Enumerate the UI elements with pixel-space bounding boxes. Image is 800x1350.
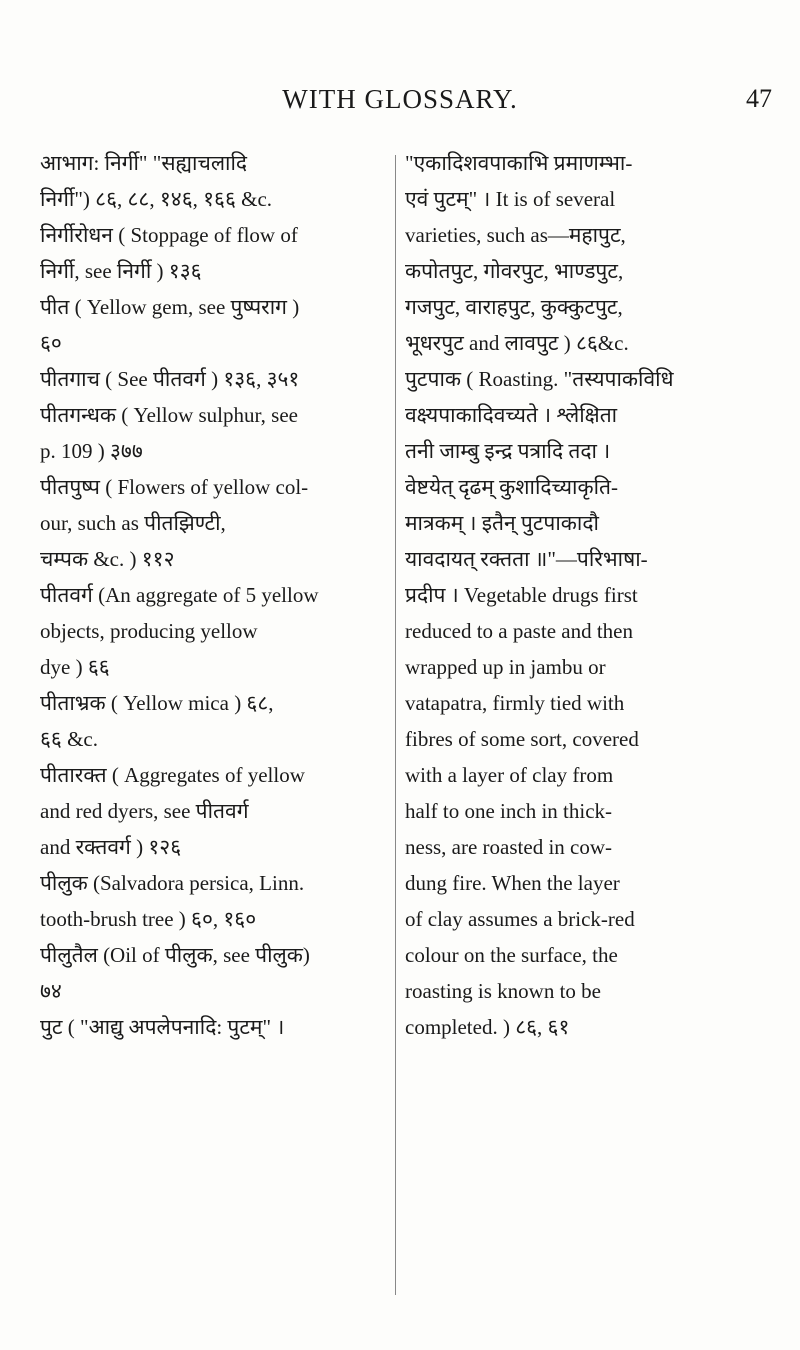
glossary-line: पीतगन्धक ( Yellow sulphur, see xyxy=(40,403,298,427)
glossary-line: ६६ &c. xyxy=(40,727,98,751)
glossary-line: roasting is known to be xyxy=(405,979,601,1003)
glossary-line: colour on the surface, the xyxy=(405,943,618,967)
glossary-line: एवं पुटम्" । It is of several xyxy=(405,187,616,211)
glossary-line: चम्पक &c. ) ११२ xyxy=(40,547,175,571)
glossary-line: tooth-brush tree ) ६०, १६० xyxy=(40,907,257,931)
glossary-line: and red dyers, see पीतवर्ग xyxy=(40,799,249,823)
glossary-line: ६० xyxy=(40,331,62,355)
glossary-line: निर्गीरोधन ( Stoppage of flow of xyxy=(40,223,298,247)
page-number: 47 xyxy=(746,84,772,113)
glossary-line: निर्गी") ८६, ८८, १४६, १६६ &c. xyxy=(40,187,273,211)
glossary-line: ness, are roasted in cow- xyxy=(405,835,613,859)
glossary-line: dye ) ६६ xyxy=(40,655,110,679)
glossary-line: with a layer of clay from xyxy=(405,763,614,787)
left-column xyxy=(40,145,400,1045)
glossary-line: निर्गी, see निर्गी ) १३६ xyxy=(40,259,202,283)
glossary-line: wrapped up in jambu or xyxy=(405,655,606,679)
glossary-line: प्रदीप । Vegetable drugs first xyxy=(405,583,638,607)
glossary-line: पीत ( Yellow gem, see पुष्पराग ) xyxy=(40,295,300,319)
glossary-line: of clay assumes a brick-red xyxy=(405,907,635,931)
glossary-line: पीतारक्त ( Aggregates of yellow xyxy=(40,763,305,787)
glossary-line: पीताभ्रक ( Yellow mica ) ६८, xyxy=(40,691,274,715)
glossary-line: half to one inch in thick- xyxy=(405,799,613,823)
glossary-line: "एकादिशवपाकाभि प्रमाणम्भा- xyxy=(405,151,633,175)
right-column xyxy=(405,145,775,1045)
glossary-line: varieties, such as—महापुट, xyxy=(405,223,626,247)
glossary-line: objects, producing yellow xyxy=(40,619,258,643)
glossary-line: पुट ( "आद्यु अपलेपनादि: पुटम्" । xyxy=(40,1015,285,1039)
glossary-line: dung fire. When the layer xyxy=(405,871,620,895)
glossary-line: and रक्तवर्ग ) १२६ xyxy=(40,835,182,859)
glossary-line: वक्ष्यपाकादिवच्यते । श्लेक्षिता xyxy=(405,403,618,427)
glossary-line: पीतपुष्प ( Flowers of yellow col- xyxy=(40,475,309,499)
glossary-line: completed. ) ८६, ६१ xyxy=(405,1015,570,1039)
running-title: WITH GLOSSARY. xyxy=(282,84,518,114)
glossary-line: कपोतपुट, गोवरपुट, भाण्डपुट, xyxy=(405,259,624,283)
glossary-line: मात्रकम् । इतैन् पुटपाकादौ xyxy=(405,511,599,535)
glossary-line: reduced to a paste and then xyxy=(405,619,633,643)
glossary-line: ७४ xyxy=(40,979,62,1003)
glossary-line: p. 109 ) ३७७ xyxy=(40,439,143,463)
glossary-line: पीलुतैल (Oil of पीलुक, see पीलुक) xyxy=(40,943,310,967)
glossary-line: गजपुट, वाराहपुट, कुक्कुटपुट, xyxy=(405,295,623,319)
glossary-line: fibres of some sort, covered xyxy=(405,727,639,751)
glossary-line: पीतवर्ग (An aggregate of 5 yellow xyxy=(40,583,319,607)
glossary-line: our, such as पीतझिण्टी, xyxy=(40,511,226,535)
glossary-line: वेष्टयेत् दृढम् कुशादिच्याकृति- xyxy=(405,475,619,499)
glossary-line: तनी जाम्बु इन्द्र पत्रादि तदा । xyxy=(405,439,611,463)
glossary-line: यावदायत् रक्तता ॥"—परिभाषा- xyxy=(405,547,648,571)
glossary-line: भूधरपुट and लावपुट ) ८६&c. xyxy=(405,331,629,355)
glossary-line: पीतगाच ( See पीतवर्ग ) १३६, ३५१ xyxy=(40,367,300,391)
glossary-line: पुटपाक ( Roasting. "तस्यपाकविधि xyxy=(405,367,674,391)
glossary-line: पीलुक (Salvadora persica, Linn. xyxy=(40,871,305,895)
page-header xyxy=(0,84,800,124)
glossary-line: आभाग: निर्गी" "सह्याचलादि xyxy=(40,151,248,175)
glossary-line: vatapatra, firmly tied with xyxy=(405,691,625,715)
